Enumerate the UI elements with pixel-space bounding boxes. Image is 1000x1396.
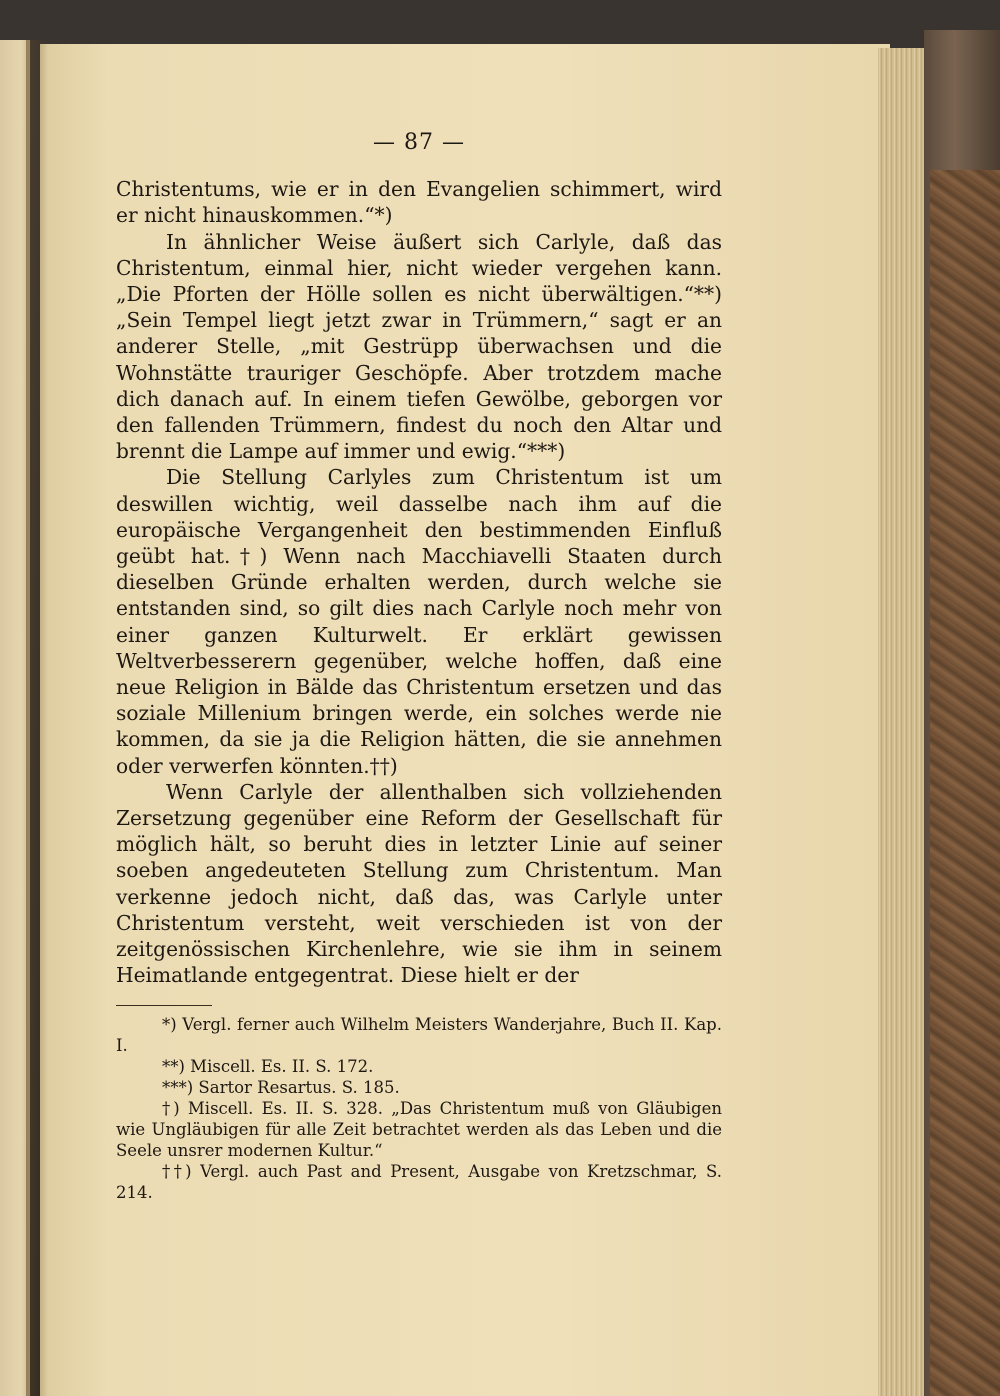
marbled-edge <box>930 170 1000 1396</box>
footnote-5: ††) Vergl. auch Past and Present, Ausgabe von Kretzschmar, S. 214. <box>116 1161 722 1202</box>
paragraph-3: Die Stellung Carlyles zum Christentum ist um deswillen wichtig, weil dasselbe nach ihm auf die europäische Vergangenheit den bestimmenden Einfluß geübt hat.†) Wenn nach Macchiavelli Staaten durch dieselben Gründe erhalten werden, durch welche sie entstanden sind, so gilt dies nach Carlyle noch mehr von einer ganzen Kulturwelt. Er erklärt gewissen Weltverbesserern gegenüber, welche hoffen, daß eine neue Religion in Bälde das Christentum ersetzen und das soziale Millenium bringen werde, ein solches werde nie kommen, da sie ja die Religion hätten, die sie annehmen oder verwerfen könnten.††) <box>116 465 722 778</box>
paragraph-4: Wenn Carlyle der allenthalben sich vollziehenden Zersetzung gegenüber eine Reform der Gesellschaft für möglich hält, so beruht dies in letzter Linie auf seiner soeben angedeuteten Stellung zum Christentum. Man verkenne jedoch nicht, daß das, was Carlyle unter Christentum versteht, weit verschieden ist von der zeitgenössischen Kirchenlehre, wie sie ihm in seinem Heimatlande entgegentrat. Diese hielt er der <box>116 779 722 988</box>
page-text <box>116 130 722 1203</box>
page-number: — 87 — <box>373 130 465 155</box>
footnote-1: *) Vergl. ferner auch Wilhelm Meisters Wanderjahre, Buch II. Kap. I. <box>116 1014 722 1055</box>
footnote-3: ***) Sartor Resartus. S. 185. <box>162 1077 400 1097</box>
footnote-rule <box>116 1005 212 1006</box>
page-gutter <box>26 40 48 1396</box>
footnote-2: **) Miscell. Es. II. S. 172. <box>162 1056 374 1076</box>
paragraph-1: Christentums, wie er in den Evangelien schimmert, wird er nicht hinauskommen.“*) <box>116 177 722 228</box>
paragraph-2: In ähnlicher Weise äußert sich Carlyle, daß das Christentum, einmal hier, nicht wieder vergehen kann. „Die Pforten der Hölle sollen es nicht überwältigen.“**) „Sein Tempel liegt jetzt zwar in Trümmern,“ sagt er an anderer Stelle, „mit Gestrüpp überwachsen und die Wohnstätte trauriger Geschöpfe. Aber trotzdem mache dich danach auf. In einem tiefen Gewölbe, geborgen vor den fallenden Trümmern, findest du noch den Altar und brennt die Lampe auf immer und ewig.“***) <box>116 229 722 464</box>
page-edges <box>878 48 924 1396</box>
footnote-4: †) Miscell. Es. II. S. 328. „Das Christentum muß von Gläubigen wie Ungläubigen für alle Zeit betrachtet werden als das Leben und die Seele unsrer modernen Kultur.“ <box>116 1098 722 1160</box>
